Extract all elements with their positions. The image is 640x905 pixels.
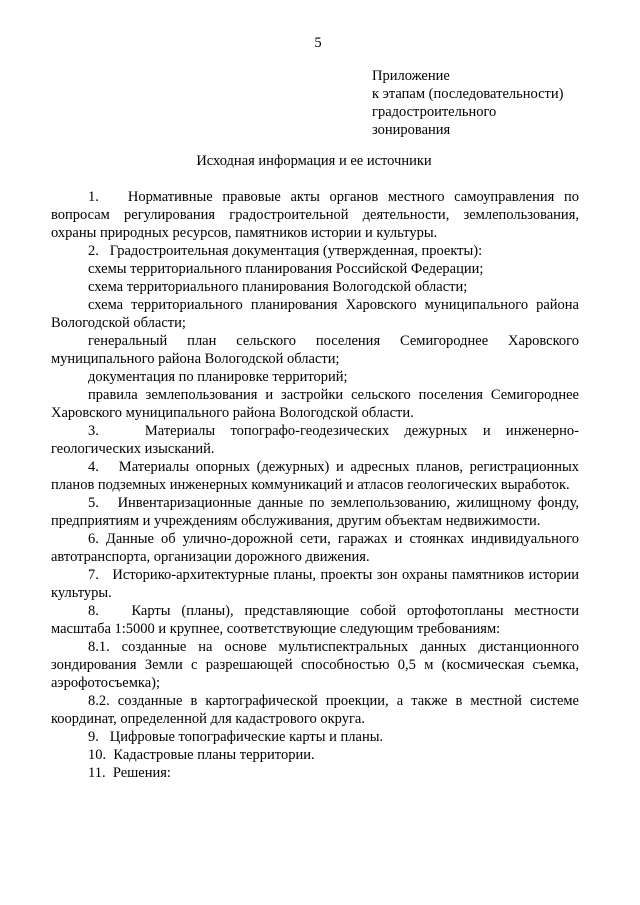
- appendix-line: зонирования: [372, 122, 451, 138]
- paragraph: 2. Градостроительная документация (утвержденная, проекты):: [88, 243, 483, 259]
- document-title: Исходная информация и ее источники: [196, 153, 432, 169]
- paragraph: 3. Материалы топографо-геодезических дежурных и инженерно-геологических изысканий.: [51, 423, 579, 457]
- document-body: [51, 188, 579, 782]
- paragraph: 5. Инвентаризационные данные по землепользованию, жилищному фонду, предприятиям и учреждениям обслуживания, другим объектам недвижимости.: [51, 495, 579, 529]
- paragraph: схема территориального планирования Вологодской области;: [88, 279, 468, 295]
- paragraph: 6. Данные об улично-дорожной сети, гаражах и стоянках индивидуального автотранспорта, организации дорожного движения.: [51, 531, 579, 565]
- paragraph: схемы территориального планирования Российской Федерации;: [88, 261, 484, 277]
- paragraph: 7. Историко-архитектурные планы, проекты зон охраны памятников истории культуры.: [51, 567, 579, 601]
- appendix-line: Приложение: [372, 68, 450, 84]
- paragraph: 1. Нормативные правовые акты органов местного самоуправления по вопросам регулирования градостроительной деятельности, землепользования, охраны природных ресурсов, памятников истории и культуры.: [51, 189, 579, 241]
- paragraph: правила землепользования и застройки сельского поселения Семигороднее Харовского муниципального района Вологодской области.: [51, 387, 579, 421]
- paragraph: 8.1. созданные на основе мультиспектральных данных дистанционного зондирования Земли с разрешающей способностью 0,5 м (космическая съемка, аэрофотосъемка);: [51, 639, 579, 691]
- appendix-heading: [372, 67, 632, 139]
- appendix-line: к этапам (последовательности): [372, 86, 564, 102]
- paragraph: 4. Материалы опорных (дежурных) и адресных планов, регистрационных планов подземных инженерных коммуникаций и атласов геологических выработок.: [51, 459, 579, 493]
- page-number: 5: [314, 35, 322, 51]
- paragraph: 9. Цифровые топографические карты и планы.: [88, 729, 384, 745]
- paragraph: 10. Кадастровые планы территории.: [88, 747, 315, 763]
- paragraph: генеральный план сельского поселения Семигороднее Харовского муниципального района Вологодской области;: [51, 333, 579, 367]
- paragraph: 8. Карты (планы), представляющие собой ортофотопланы местности масштаба 1:5000 и крупнее, соответствующие следующим требованиям:: [51, 603, 579, 637]
- paragraph: схема территориального планирования Харовского муниципального района Вологодской области;: [51, 297, 579, 331]
- paragraph: 8.2. созданные в картографической проекции, а также в местной системе координат, определенной для кадастрового округа.: [51, 693, 579, 727]
- paragraph: документация по планировке территорий;: [88, 369, 348, 385]
- paragraph: 11. Решения:: [88, 765, 171, 781]
- appendix-line: градостроительного: [372, 104, 497, 120]
